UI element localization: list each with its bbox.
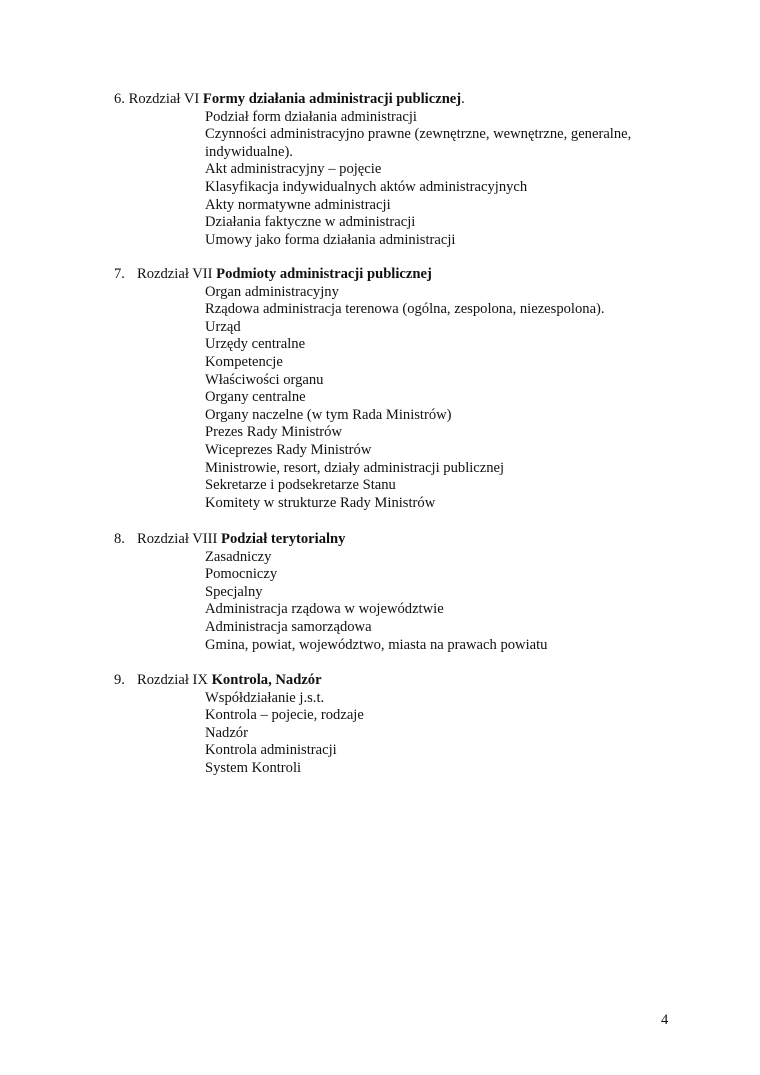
topic-item: Gmina, powiat, województwo, miasta na prawach powiatu — [205, 636, 548, 653]
topic-item: Współdziałanie j.s.t. — [205, 689, 325, 706]
topic-item: Nadzór — [205, 724, 248, 741]
topic-list — [205, 690, 667, 778]
topic-item: Kontrola – pojecie, rodzaje — [205, 707, 364, 724]
topic-item: Zasadniczy — [205, 548, 272, 565]
chapter-title: Podmioty administracji publicznej — [216, 266, 432, 282]
chapter-number: 6. — [114, 91, 125, 107]
topic-item: Podział form działania administracji — [205, 108, 417, 125]
topic-item: Kompetencje — [205, 353, 283, 370]
topic-item: Organ administracyjny — [205, 283, 339, 300]
topic-list — [205, 284, 667, 513]
topic-item: Wiceprezes Rady Ministrów — [205, 441, 372, 458]
chapter-label — [137, 672, 322, 690]
chapter-section — [0, 531, 760, 654]
chapter-heading — [0, 266, 760, 284]
topic-item: Prezes Rady Ministrów — [205, 424, 343, 441]
topic-item: Akty normatywne administracji — [205, 196, 391, 213]
topic-item: System Kontroli — [205, 759, 302, 776]
chapter-prefix: Rozdział VII — [137, 266, 213, 282]
topic-list — [205, 549, 667, 655]
topic-item: Akt administracyjny – pojęcie — [205, 161, 382, 178]
topic-item: Administracja samorządowa — [205, 618, 372, 635]
chapter-label — [137, 266, 432, 284]
topic-item: Właściwości organu — [205, 371, 324, 388]
topic-item: Kontrola administracji — [205, 742, 337, 759]
topic-item: Urzędy centralne — [205, 336, 306, 353]
chapter-number: 9. — [114, 672, 125, 688]
chapter-heading — [0, 91, 760, 109]
topic-item: Klasyfikacja indywidualnych aktów administracyjnych — [205, 178, 528, 195]
chapter-title: Kontrola, Nadzór — [211, 672, 322, 688]
chapter-prefix: Rozdział VIII — [137, 531, 218, 547]
chapter-heading — [0, 672, 760, 690]
topic-item: Organy naczelne (w tym Rada Ministrów) — [205, 406, 452, 423]
chapter-prefix: Rozdział VI — [128, 91, 200, 107]
topic-item: Specjalny — [205, 583, 263, 600]
chapter-heading — [0, 531, 760, 549]
topic-item: Administracja rządowa w województwie — [205, 601, 444, 618]
chapter-label — [137, 531, 345, 549]
topic-item: Organy centralne — [205, 389, 306, 406]
chapter-suffix: . — [461, 91, 465, 107]
chapter-section — [0, 266, 760, 512]
topic-item: Działania faktyczne w administracji — [205, 214, 416, 231]
topic-item: Ministrowie, resort, działy administracji publicznej — [205, 459, 505, 476]
chapter-section — [0, 672, 760, 778]
chapter-title: Formy działania administracji publicznej — [202, 91, 462, 107]
chapter-title: Podział terytorialny — [221, 531, 346, 547]
topic-item: Sekretarze i podsekretarze Stanu — [205, 477, 396, 494]
chapter-label — [114, 91, 465, 109]
chapter-number: 8. — [114, 531, 125, 547]
chapter-number: 7. — [114, 266, 125, 282]
topic-item: Umowy jako forma działania administracji — [205, 231, 456, 248]
topic-item: Pomocniczy — [205, 566, 278, 583]
chapter-prefix: Rozdział IX — [137, 672, 208, 688]
chapter-section — [0, 91, 760, 249]
page-number: 4 — [661, 1012, 669, 1028]
topic-item: Czynności administracyjno prawne (zewnętrzne, wewnętrzne, generalne, indywidualne). — [205, 126, 632, 160]
topic-item: Rządowa administracja terenowa (ogólna, zespolona, niezespolona). — [205, 301, 605, 318]
topic-item: Urząd — [205, 318, 241, 335]
topic-list — [205, 109, 667, 250]
topic-item: Komitety w strukturze Rady Ministrów — [205, 494, 436, 511]
